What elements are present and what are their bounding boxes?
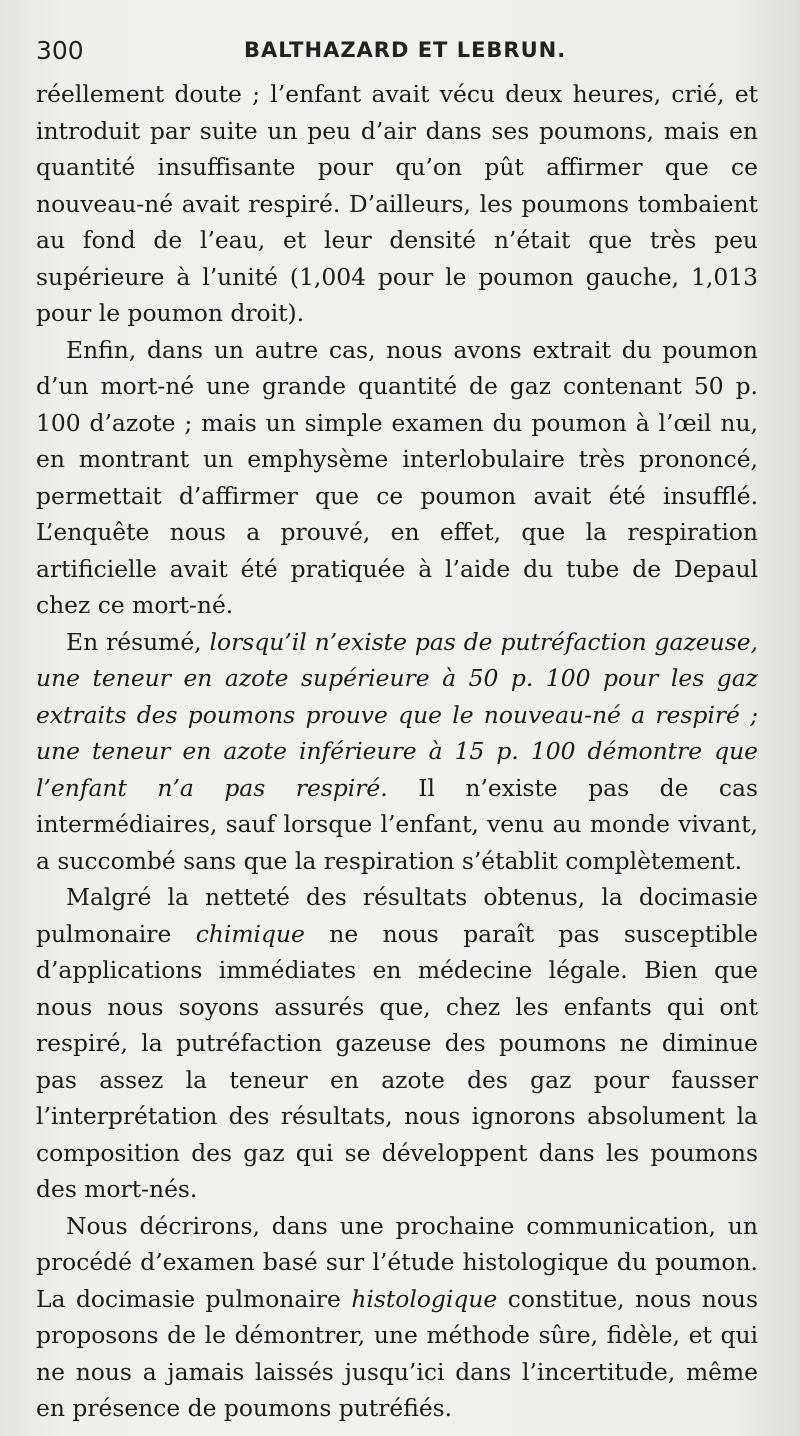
page-header (36, 30, 756, 70)
paragraph-5-rest: constitue, nous nous proposons de le démontrer, une méthode sûre, fidèle, et qui ne nous a jamais laissés jusqu’ici dans l’incertitude, même en présence de poumons putréfiés. (36, 1284, 758, 1422)
paragraph-2-text: Enfin, dans un autre cas, nous avons extrait du poumon d’un mort-né une grande quantité de gaz contenant 50 p. 100 d’azote ; mais un simple examen du poumon à l’œil nu, en montrant un emphysème interlobulaire très prononcé, permettait d’affirmer que ce poumon avait été insufflé. L’enquête nous a prouvé, en effet, que la respiration artificielle avait été pratiquée à l’aide du tube de Depaul chez ce mort-né. (36, 335, 758, 619)
page-number: 300 (36, 36, 84, 65)
paragraph-2 (36, 332, 758, 624)
running-head: BALTHAZARD ET LEBRUN. (244, 38, 567, 62)
paragraph-5-lead: Nous décrirons, dans une prochaine communication, un procédé d’examen basé sur l’étude histologique du poumon. La docimasie pulmonaire (36, 1211, 758, 1313)
paragraph-3-italic: lorsqu’il n’existe pas de putréfaction gazeuse, une teneur en azote supérieure à 50 p. 100 pour les gaz extraits des poumons prouve que le nouveau-né a respiré ; une teneur en azote inférieure à 15 p. 100 démontre que l’enfant n’a pas respiré. (36, 627, 758, 802)
paragraph-4 (36, 879, 758, 1208)
paragraph-3 (36, 624, 758, 880)
paragraph-5 (36, 1208, 758, 1427)
paragraph-4-italic: chimique (195, 919, 305, 948)
paragraph-3-lead: En résumé, (66, 627, 210, 656)
paragraph-4-rest: ne nous paraît pas susceptible d’applications immédiates en médecine légale. Bien que nous nous soyons assurés que, chez les enfants qui ont respiré, la putréfaction gazeuse des poumons ne diminue pas assez la teneur en azote des gaz pour fausser l’interprétation des résultats, nous ignorons absolument la composition des gaz qui se développent dans les poumons des mort-nés. (36, 919, 759, 1203)
paragraph-1-text: réellement doute ; l’enfant avait vécu deux heures, crié, et introduit par suite un peu d’air dans ses poumons, mais en quantité insuffisante pour qu’on pût affirmer que ce nouveau-né avait respiré. D’ailleurs, les poumons tombaient au fond de l’eau, et leur densité n’était que très peu supérieure à l’unité (1,004 pour le poumon gauche, 1,013 pour le poumon droit). (36, 80, 758, 327)
body-text (36, 76, 758, 1427)
paragraph-5-italic: histologique (351, 1284, 498, 1313)
paragraph-4-lead: Malgré la netteté des résultats obtenus, la docimasie pulmonaire (36, 883, 758, 948)
paragraph-3-rest: Il n’existe pas de cas intermédiaires, sauf lorsque l’enfant, venu au monde vivant, a succombé sans que la respiration s’établit complètement. (36, 773, 758, 875)
paragraph-1 (36, 76, 758, 332)
